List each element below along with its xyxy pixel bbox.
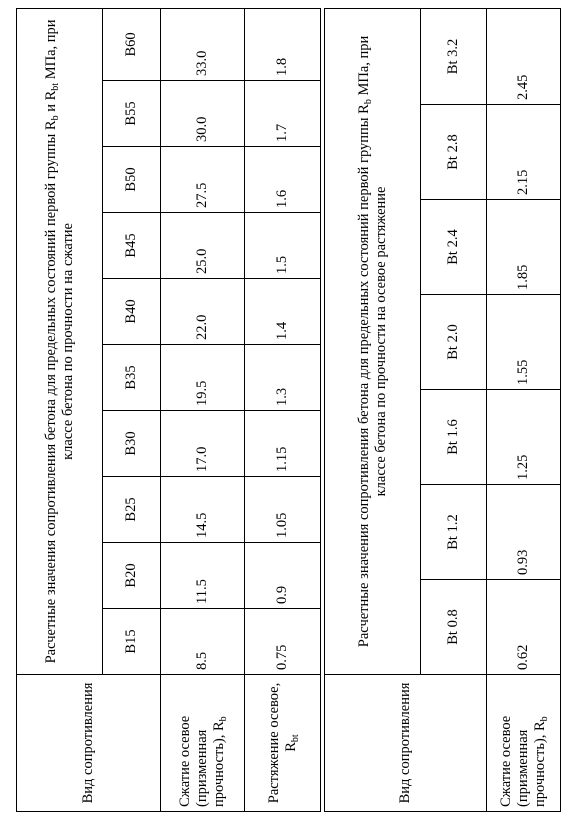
value-cell: 1.8 [245, 8, 321, 80]
class-cell: Bt 1.6 [421, 390, 487, 485]
class-cell: Bt 2.8 [421, 105, 487, 200]
class-cell: B60 [103, 8, 161, 80]
value-cell: 0.9 [245, 543, 321, 609]
value-cell: 1.05 [245, 477, 321, 543]
table-title-part1: Расчетные значения сопротивления бетона для предельных состояний первой группы R [42, 120, 59, 664]
row-label-compression [487, 675, 561, 812]
table-row [161, 8, 245, 811]
class-cell: B15 [103, 609, 161, 675]
class-cell: B25 [103, 477, 161, 543]
class-cell: Bt 3.2 [421, 8, 487, 104]
value-cell: 1.3 [245, 345, 321, 411]
value-cell: 14.5 [161, 477, 245, 543]
class-cell: B50 [103, 147, 161, 213]
value-cell: 0.93 [487, 485, 561, 580]
table-title-part2: МПа, при классе бетона по прочности на осевое растяжение [355, 35, 389, 497]
row-header-cell [325, 675, 487, 812]
value-cell: 8.5 [161, 609, 245, 675]
value-cell: 19.5 [161, 345, 245, 411]
table-title-and: и R [42, 90, 59, 116]
class-cell: B45 [103, 213, 161, 279]
table-compression-classes [16, 8, 321, 812]
row-header-text: Вид сопротивления [397, 682, 413, 804]
value-cell: 27.5 [161, 147, 245, 213]
class-cell: Bt 0.8 [421, 580, 487, 675]
value-cell: 17.0 [161, 411, 245, 477]
row-label-compression [161, 675, 245, 812]
row-header-text: Вид сопротивления [80, 682, 96, 804]
row-label-text: Сжатие осевое (призменная прочность), R [498, 715, 548, 807]
table-title-part2: МПа, при классе бетона по прочности на сжатие [42, 19, 76, 460]
value-cell: 0.75 [245, 609, 321, 675]
value-cell: 1.5 [245, 213, 321, 279]
value-cell: 1.6 [245, 147, 321, 213]
row-label-sub: b [218, 716, 229, 722]
title-sub-b: b [49, 115, 61, 121]
value-cell: 0.62 [487, 580, 561, 675]
table-title-cell [325, 8, 421, 674]
title-sub-bt: bt [49, 82, 61, 91]
table-header-row [17, 8, 103, 811]
class-cell: B20 [103, 543, 161, 609]
row-label-text: Сжатие осевое (призменная прочность), R [177, 715, 227, 807]
table-title-part1: Расчетные значения сопротивления бетона для предельных состояний первой группы R [355, 104, 372, 648]
value-cell: 1.7 [245, 81, 321, 147]
value-cell: 1.15 [245, 411, 321, 477]
value-cell: 1.4 [245, 279, 321, 345]
value-cell: 1.25 [487, 390, 561, 485]
row-label-sub: b [539, 716, 550, 722]
row-header-cell [17, 675, 161, 812]
table-header-row [325, 8, 421, 811]
class-cell: Bt 2.4 [421, 200, 487, 295]
value-cell: 30.0 [161, 81, 245, 147]
class-cell: B30 [103, 411, 161, 477]
table-row [487, 8, 561, 811]
value-cell: 2.45 [487, 8, 561, 104]
row-label-text: Растяжение осевое, R [265, 682, 299, 804]
value-cell: 22.0 [161, 279, 245, 345]
title-sub-b: b [362, 99, 374, 105]
table-row [245, 8, 321, 811]
value-cell: 2.15 [487, 105, 561, 200]
value-cell: 11.5 [161, 543, 245, 609]
table-title-cell [17, 8, 103, 674]
class-cell: B40 [103, 279, 161, 345]
class-cell: Bt 2.0 [421, 295, 487, 390]
class-cell: B55 [103, 81, 161, 147]
table-tension-classes [324, 8, 561, 812]
class-cell: B35 [103, 345, 161, 411]
value-cell: 1.55 [487, 295, 561, 390]
class-cell: Bt 1.2 [421, 485, 487, 580]
row-label-sub: bt [289, 734, 301, 743]
row-label-tension [245, 675, 321, 812]
value-cell: 25.0 [161, 213, 245, 279]
value-cell: 33.0 [161, 8, 245, 80]
value-cell: 1.85 [487, 200, 561, 295]
